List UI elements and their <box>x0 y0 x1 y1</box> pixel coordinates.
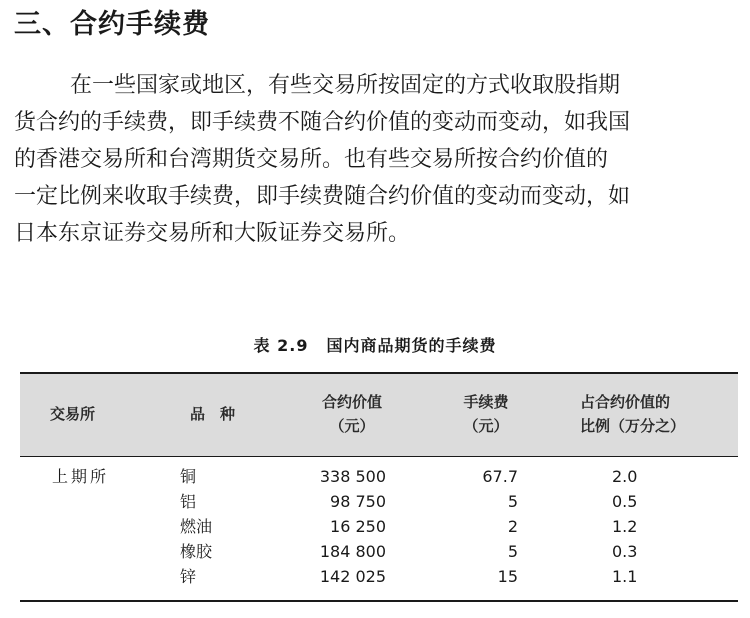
header-variety: 品 种 <box>190 405 236 423</box>
value-cell: 98 750 <box>330 492 386 511</box>
header-fee <box>448 390 524 438</box>
ratio-cell: 0.3 <box>612 542 638 561</box>
header-ratio-line2: 比例（万分之） <box>580 417 686 435</box>
header-ratio <box>580 390 685 438</box>
header-contract-value <box>310 390 394 438</box>
ratio-cell: 1.2 <box>612 517 638 536</box>
table-bottom-rule <box>20 600 738 602</box>
value-cell: 16 250 <box>330 517 386 536</box>
fee-cell: 5 <box>507 542 518 561</box>
paragraph-line: 一定比例来收取手续费，即手续费随合约价值的变动而变动，如 <box>14 184 631 209</box>
value-cell: 338 500 <box>319 467 386 486</box>
paragraph-line: 在一些国家或地区，有些交易所按固定的方式收取股指期 <box>70 73 621 98</box>
header-contract-value-line1: 合约价值 <box>321 393 382 411</box>
fee-cell: 5 <box>507 492 518 511</box>
variety-cell: 铜 <box>180 467 197 486</box>
body-paragraph <box>14 67 738 252</box>
fee-cell: 67.7 <box>482 467 518 486</box>
section-heading: 三、合约手续费 <box>14 9 210 40</box>
ratio-cell: 1.1 <box>612 567 638 586</box>
table-header <box>20 372 738 457</box>
variety-cell: 锌 <box>180 567 197 586</box>
paragraph-line: 日本东京证券交易所和大阪证券交易所。 <box>14 221 411 246</box>
value-cell: 142 025 <box>319 567 386 586</box>
header-fee-line2: （元） <box>463 417 509 435</box>
ratio-cell: 0.5 <box>612 492 638 511</box>
value-cell: 184 800 <box>319 542 386 561</box>
paragraph-line: 的香港交易所和台湾期货交易所。也有些交易所按合约价值的 <box>14 147 609 172</box>
table-caption-number: 表 2.9 <box>253 336 309 355</box>
fee-cell: 15 <box>497 567 518 586</box>
header-fee-line1: 手续费 <box>463 393 509 411</box>
variety-cell: 燃油 <box>180 517 213 536</box>
header-contract-value-line2: （元） <box>329 417 375 435</box>
fee-cell: 2 <box>507 517 518 536</box>
variety-cell: 铝 <box>180 492 197 511</box>
ratio-cell: 2.0 <box>612 467 638 486</box>
exchange-cell: 上期所 <box>52 467 110 486</box>
header-ratio-line1: 占合约价值的 <box>580 393 671 411</box>
table-caption <box>0 333 750 356</box>
variety-cell: 橡胶 <box>180 542 213 561</box>
header-exchange: 交易所 <box>50 405 96 423</box>
table-caption-title: 国内商品期货的手续费 <box>326 336 497 355</box>
paragraph-line: 货合约的手续费，即手续费不随合约价值的变动而变动，如我国 <box>14 110 631 135</box>
